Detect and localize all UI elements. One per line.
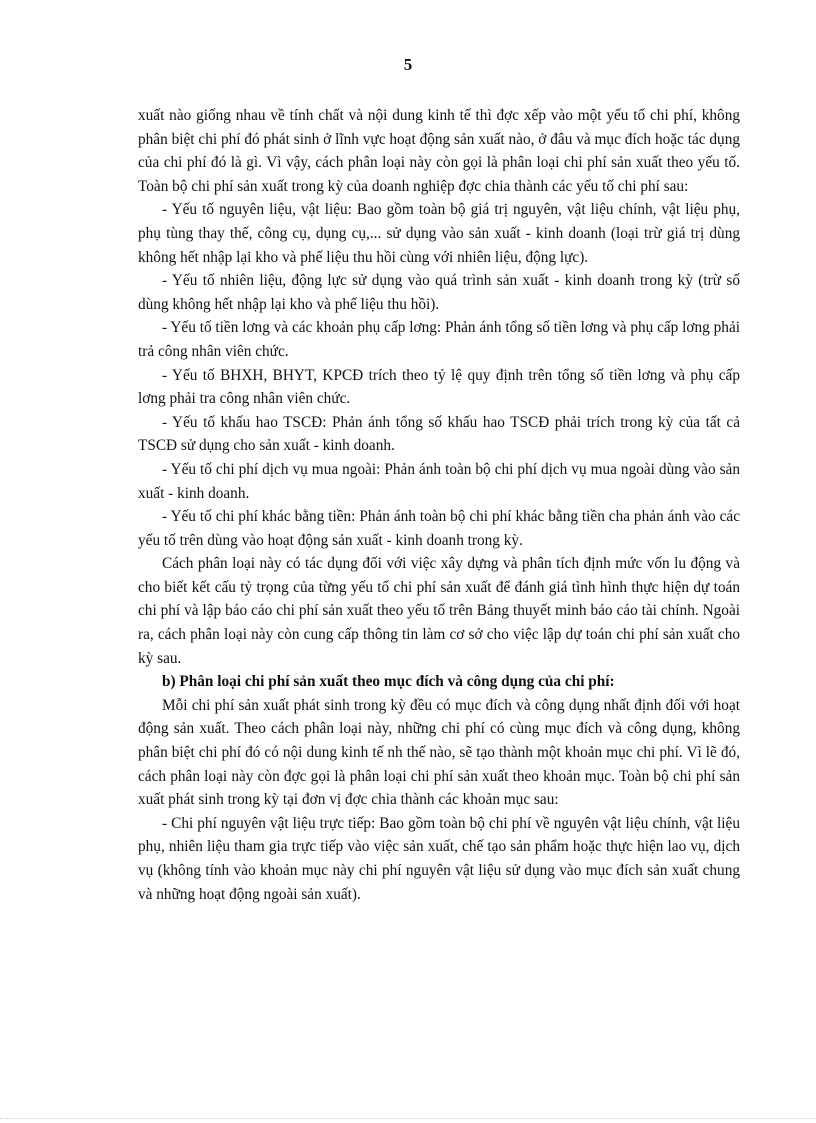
document-body (138, 104, 740, 906)
paragraph-continuation: xuất nào giống nhau về tính chất và nội dung kinh tế thì đợc xếp vào một yếu tố chi phí, không phân biệt chi phí đó phát sinh ở lĩnh vực hoạt động sản xuất nào, ở đâu và mục đích hoặc tác dụng của chi phí đó là gì. Vì vậy, cách phân loại này còn gọi là phân loại chi phí sản xuất theo yếu tố. Toàn bộ chi phí sản xuất trong kỳ của doanh nghiệp đợc chia thành các yếu tố chi phí sau: (138, 107, 740, 195)
list-item-raw-materials: - Yếu tố nguyên liệu, vật liệu: Bao gồm toàn bộ giá trị nguyên, vật liệu chính, vật liệu phụ, phụ tùng thay thế, công cụ, dụng cụ,... sử dụng vào sản xuất - kinh doanh (loại trừ giá trị dùng không hết nhập lại kho và phế liệu thu hồi cùng với nhiên liệu, động lực). (138, 201, 740, 266)
paragraph-section-intro: Mỗi chi phí sản xuất phát sinh trong kỳ đều có mục đích và công dụng nhất định đối với hoạt động sản xuất. Theo cách phân loại này, những chi phí có cùng mục đích và công dụng, không phân biệt chi phí đó có nội dung kinh tế nh thế nào, sẽ tạo thành một khoản mục chi phí. Vì lẽ đó, cách phân loại này còn đợc gọi là phân loại chi phí sản xuất theo khoản mục. Toàn bộ chi phí sản xuất phát sinh trong kỳ tại đơn vị đợc chia thành các khoản mục sau: (138, 696, 740, 809)
list-item-insurance: - Yếu tố BHXH, BHYT, KPCĐ trích theo tỷ lệ quy định trên tổng số tiền lơng và phụ cấp lơng phải tra công nhân viên chức. (138, 366, 740, 408)
list-item-outside-services: - Yếu tố chi phí dịch vụ mua ngoài: Phản ánh toàn bộ chi phí dịch vụ mua ngoài dùng vào sản xuất - kinh doanh. (138, 460, 740, 502)
list-item-other-cash: - Yếu tố chi phí khác bằng tiền: Phản ánh toàn bộ chi phí khác bằng tiền cha phản ánh vào các yếu tố trên dùng vào hoạt động sản xuất - kinh doanh trong kỳ. (138, 508, 740, 549)
list-item-depreciation: - Yếu tố khấu hao TSCĐ: Phản ánh tổng số khấu hao TSCĐ phải trích trong kỳ của tất cả TSCĐ sử dụng cho sản xuất - kinh doanh. (138, 413, 740, 455)
page-number: 5 (403, 55, 413, 74)
list-item-wages: - Yếu tố tiền lơng và các khoản phụ cấp lơng: Phản ánh tổng số tiền lơng và phụ cấp lơng phải trả công nhân viên chức. (138, 319, 740, 360)
section-heading: b) Phân loại chi phí sản xuất theo mục đích và công dụng của chi phí: (162, 673, 615, 691)
list-item-fuel: - Yếu tố nhiên liệu, động lực sử dụng vào quá trình sản xuất - kinh doanh trong kỳ (trừ số dùng không hết nhập lại kho và phế liệu thu hồi). (138, 272, 740, 313)
bottom-divider (0, 1118, 816, 1119)
paragraph-classification-purpose: Cách phân loại này có tác dụng đối với việc xây dựng và phân tích định mức vốn lu động và cho biết kết cấu tỷ trọng của từng yếu tố chi phí sản xuất để đánh giá tình hình thực hiện dự toán chi phí và lập báo cáo chi phí sản xuất theo yếu tố trên Bảng thuyết minh báo cáo tài chính. Ngoài ra, cách phân loại này còn cung cấp thông tin làm cơ sở cho việc lập dự toán chi phí sản xuất cho kỳ sau. (138, 555, 740, 667)
list-item-direct-materials: - Chi phí nguyên vật liệu trực tiếp: Bao gồm toàn bộ chi phí về nguyên vật liệu chính, vật liệu phụ, nhiên liệu tham gia trực tiếp vào việc sản xuất, chế tạo sản phẩm hoặc thực hiện lao vụ, dịch vụ (không tính vào khoản mục này chi phí nguyên vật liệu sử dụng vào mục đích sản xuất chung và những hoạt động ngoài sản xuất). (138, 814, 740, 903)
